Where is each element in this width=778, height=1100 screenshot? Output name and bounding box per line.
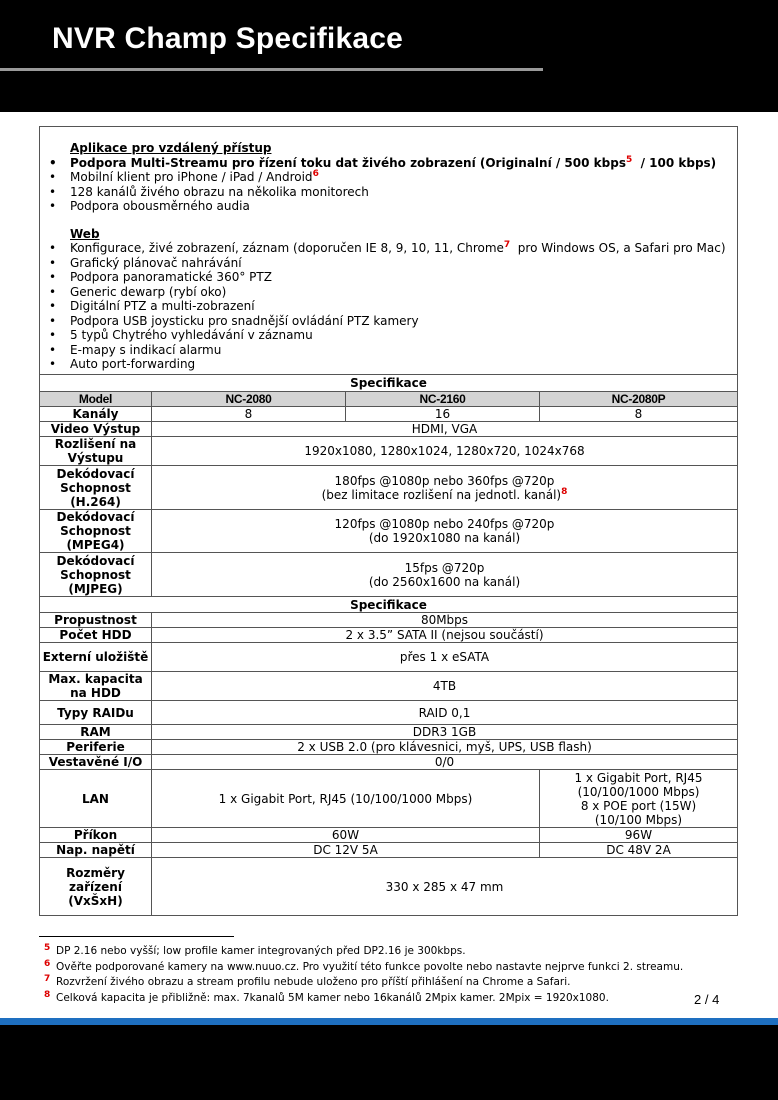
row-label: Max. kapacita na HDD <box>40 672 152 701</box>
feature-text: Podpora USB joysticku pro snadnější ovládání PTZ kamery <box>70 313 419 328</box>
footer-bar <box>0 1025 778 1100</box>
table-row <box>40 510 738 553</box>
row-label: Typy RAIDu <box>40 701 152 725</box>
table-row <box>40 858 738 916</box>
feature-item <box>40 156 735 171</box>
table-row <box>40 770 738 828</box>
model-header-row <box>40 392 738 407</box>
feature-item <box>40 270 735 285</box>
table-row <box>40 437 738 466</box>
row-label: Periferie <box>40 740 152 755</box>
section-title: Specifikace <box>40 375 738 392</box>
cell-line: (10/100 Mbps) <box>594 812 683 827</box>
footnote-divider <box>39 936 234 937</box>
row-label: Dekódovací Schopnost (H.264) <box>40 466 152 510</box>
cell-value: RAID 0,1 <box>152 701 738 725</box>
feature-text: Podpora obousměrného audia <box>70 199 250 214</box>
table-row <box>40 422 738 437</box>
footnote-text: Celková kapacita je přibližně: max. 7kanalů 5M kamer nebo 16kanálů 2Mpix kamer. 2Mpix = 1920x1080. <box>56 991 609 1004</box>
row-label: Příkon <box>40 828 152 843</box>
cell-line: 8 x POE port (15W) <box>580 798 697 813</box>
feature-item <box>40 285 735 300</box>
table-row <box>40 725 738 740</box>
row-label: Dekódovací Schopnost (MPEG4) <box>40 510 152 553</box>
cell-line: 15fps @720p <box>404 560 485 575</box>
model-nc-2080: NC-2080 <box>152 392 346 407</box>
section-row <box>40 597 738 613</box>
cell-value: 8 <box>152 407 346 422</box>
bullet-icon: • <box>49 255 57 270</box>
feature-item <box>40 357 735 372</box>
cell-value: 16 <box>346 407 540 422</box>
row-label: Počet HDD <box>40 628 152 643</box>
cell-value: DC 12V 5A <box>152 843 540 858</box>
bullet-icon: • <box>49 299 57 314</box>
bullet-icon: • <box>49 270 57 285</box>
feature-item <box>40 241 735 256</box>
cell-value: DDR3 1GB <box>152 725 738 740</box>
page-title: NVR Champ Specifikace <box>52 22 403 55</box>
features-cell <box>40 127 738 375</box>
cell-value: přes 1 x eSATA <box>152 643 738 672</box>
footnotes <box>44 944 683 1006</box>
footnote <box>44 944 683 960</box>
row-label: Kanály <box>40 407 152 422</box>
features-list <box>40 141 735 372</box>
cell-value <box>152 510 738 553</box>
feature-text: Podpora panoramatické 360° PTZ <box>70 270 272 285</box>
cell-value: 96W <box>540 828 738 843</box>
row-label: RAM <box>40 725 152 740</box>
model-nc-2160: NC-2160 <box>346 392 540 407</box>
table-row <box>40 466 738 510</box>
bullet-icon: • <box>49 184 57 199</box>
footnote-ref: 5 <box>625 154 633 165</box>
row-label: Dekódovací Schopnost (MJPEG) <box>40 553 152 597</box>
cell-value <box>152 466 738 510</box>
section-row <box>40 375 738 392</box>
section-title: Specifikace <box>40 597 738 613</box>
row-label: Rozměry zařízení (VxŠxH) <box>40 858 152 916</box>
table-row <box>40 643 738 672</box>
bullet-icon: • <box>49 313 57 328</box>
cell-text: (bez limitace rozlišení na jednotl. kanál) <box>321 487 562 502</box>
feature-heading: Aplikace pro vzdálený přístup <box>70 141 272 156</box>
bullet-icon: • <box>49 284 57 299</box>
footnote-number: 5 <box>44 943 51 953</box>
feature-text: E-mapy s indikací alarmu <box>70 342 222 357</box>
feature-text: Generic dewarp (rybí oko) <box>70 284 227 299</box>
footnote-number: 6 <box>44 958 51 969</box>
feature-item <box>40 299 735 314</box>
bullet-icon: • <box>49 199 57 214</box>
table-row <box>40 740 738 755</box>
table-row <box>40 701 738 725</box>
cell-line <box>154 488 735 502</box>
header-bar <box>0 0 778 112</box>
cell-value: 2 x USB 2.0 (pro klávesnici, myš, UPS, USB flash) <box>152 740 738 755</box>
cell-line: 120fps @1080p nebo 240fps @720p <box>334 517 555 531</box>
table-row <box>40 843 738 858</box>
row-label: Video Výstup <box>40 422 152 437</box>
cell-value: 1920x1080, 1280x1024, 1280x720, 1024x768 <box>152 437 738 466</box>
cell-value: 2 x 3.5” SATA II (nejsou součástí) <box>152 628 738 643</box>
cell-value: 1 x Gigabit Port, RJ45 (10/100/1000 Mbps) <box>152 770 540 828</box>
feature-item <box>40 256 735 271</box>
footnote <box>44 991 683 1007</box>
model-nc-2080p: NC-2080P <box>540 392 738 407</box>
row-label: Externí uložiště <box>40 643 152 672</box>
footnote-ref: 8 <box>561 486 568 497</box>
cell-line: (do 2560x1600 na kanál) <box>368 574 521 589</box>
table-row <box>40 672 738 701</box>
row-label: Propustnost <box>40 613 152 628</box>
cell-value: 8 <box>540 407 738 422</box>
bullet-icon: • <box>49 328 57 343</box>
row-label: Rozlišení na Výstupu <box>40 437 152 466</box>
title-underline <box>0 68 543 71</box>
spec-table <box>39 126 738 916</box>
footnote-text: Rozvržení živého obrazu a stream profilu nebude uloženo pro příští přihlášení na Chrome a Safari. <box>56 976 571 988</box>
cell-value: 80Mbps <box>152 613 738 628</box>
cell-value: HDMI, VGA <box>152 422 738 437</box>
table-row <box>40 755 738 770</box>
feature-text-after: pro Windows OS, a Safari pro Mac) <box>510 241 726 256</box>
features-row <box>40 127 738 375</box>
feature-text: 128 kanálů živého obrazu na několika monitorech <box>70 184 369 199</box>
row-label: Vestavěné I/O <box>40 755 152 770</box>
footnote <box>44 975 683 991</box>
feature-text: Grafický plánovač nahrávání <box>70 255 242 270</box>
bullet-icon: • <box>49 155 57 170</box>
feature-group <box>40 141 735 214</box>
footnote-number: 8 <box>44 989 51 1000</box>
bullet-icon: • <box>49 357 57 372</box>
footnote-ref: 6 <box>312 169 319 180</box>
footnote-number: 7 <box>44 974 51 984</box>
cell-value: 60W <box>152 828 540 843</box>
table-row <box>40 613 738 628</box>
row-label: LAN <box>40 770 152 828</box>
bullet-icon: • <box>49 241 57 256</box>
feature-item <box>40 314 735 329</box>
feature-item <box>40 170 735 185</box>
bullet-icon: • <box>49 342 57 357</box>
feature-text: Podpora Multi-Streamu pro řízení toku dat živého zobrazení (Originalní / 500 kbps <box>70 155 626 170</box>
feature-text-after: / 100 kbps) <box>632 155 717 170</box>
feature-text: Konfigurace, živé zobrazení, záznam (doporučen IE 8, 9, 10, 11, Chrome <box>70 241 504 256</box>
feature-heading: Web <box>70 226 100 241</box>
cell-value: 330 x 285 x 47 mm <box>152 858 738 916</box>
footer-accent-bar <box>0 1018 778 1025</box>
model-label: Model <box>40 392 152 407</box>
row-label: Nap. napětí <box>40 843 152 858</box>
table-row <box>40 407 738 422</box>
table-row <box>40 553 738 597</box>
feature-item <box>40 328 735 343</box>
feature-item <box>40 343 735 358</box>
feature-text: Auto port-forwarding <box>70 357 196 372</box>
table-row <box>40 628 738 643</box>
feature-text: Mobilní klient pro iPhone / iPad / Android <box>70 170 313 185</box>
feature-text: Digitální PTZ a multi-zobrazení <box>70 299 255 314</box>
cell-value: DC 48V 2A <box>540 843 738 858</box>
feature-item <box>40 185 735 200</box>
footnote-text: DP 2.16 nebo vyšší; low profile kamer integrovaných před DP2.16 je 300kbps. <box>56 945 466 957</box>
table-row <box>40 828 738 843</box>
page-number: 2 / 4 <box>694 992 720 1007</box>
cell-line: 1 x Gigabit Port, RJ45 <box>574 770 703 785</box>
cell-line: (do 1920x1080 na kanál) <box>368 531 521 545</box>
cell-value: 4TB <box>152 672 738 701</box>
cell-value: 0/0 <box>152 755 738 770</box>
footnote-ref: 7 <box>503 240 511 251</box>
footnote <box>44 960 683 976</box>
feature-group <box>40 227 735 372</box>
cell-line: (10/100/1000 Mbps) <box>577 784 700 799</box>
bullet-icon: • <box>49 170 57 185</box>
feature-text: 5 typů Chytrého vyhledávání v záznamu <box>70 328 313 343</box>
cell-value <box>152 553 738 597</box>
cell-line: 180fps @1080p nebo 360fps @720p <box>334 473 555 488</box>
cell-value <box>540 770 738 828</box>
feature-item <box>40 199 735 214</box>
footnote-text: Ověřte podporované kamery na www.nuuo.cz. Pro využití této funkce povolte nebo nastavte nejprve funkci 2. streamu. <box>56 960 684 973</box>
